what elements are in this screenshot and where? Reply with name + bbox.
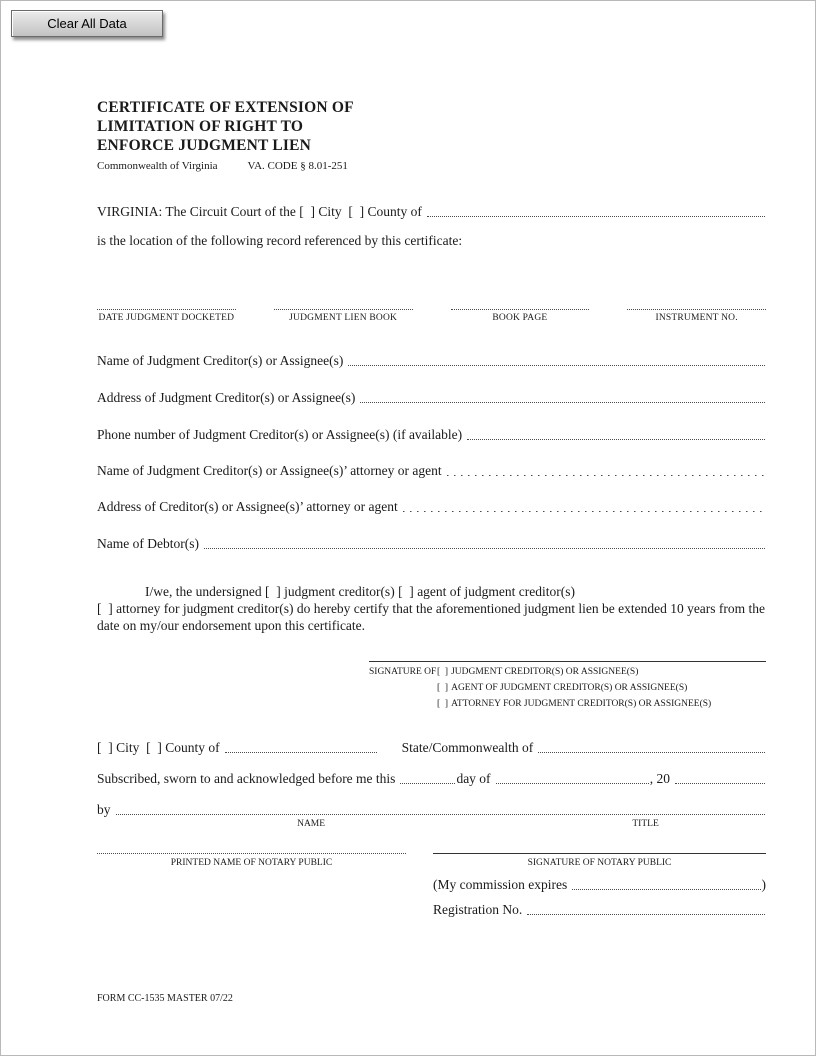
- notary-signature-line: [433, 853, 766, 856]
- signature-option-row-2: [369, 680, 766, 696]
- clear-all-data-button[interactable]: Clear All Data: [11, 10, 163, 37]
- certify-intro: I/we, the undersigned: [145, 584, 262, 599]
- commission-suffix-label: ): [761, 877, 766, 892]
- creditor-phone-label: Phone number of Judgment Creditor(s) or Assignee(s) (if available): [97, 427, 463, 442]
- attorney-address-label: Address of Creditor(s) or Assignee(s)’ attorney or agent: [97, 499, 398, 514]
- sig-option-attorney: ATTORNEY FOR JUDGMENT CREDITOR(S) OR ASSIGNEE(S): [451, 699, 712, 709]
- date-docketed-input[interactable]: [97, 309, 236, 312]
- creditor-name-label: Name of Judgment Creditor(s) or Assignee(s): [97, 353, 344, 368]
- ack-year-input[interactable]: [675, 769, 765, 784]
- sig-attorney-checkbox[interactable]: [ ]: [437, 699, 449, 709]
- sig-option-creditor: JUDGMENT CREDITOR(S) OR ASSIGNEE(S): [451, 667, 639, 677]
- date-docketed-label: DATE JUDGMENT DOCKETED: [98, 313, 235, 323]
- printed-name-caption: PRINTED NAME OF NOTARY PUBLIC: [170, 858, 333, 868]
- state-input[interactable]: [538, 738, 765, 753]
- title-line-3: ENFORCE JUDGMENT LIEN: [97, 137, 312, 154]
- name-caption: NAME: [297, 819, 326, 829]
- by-label: by: [97, 802, 111, 817]
- form-meta: [97, 160, 766, 172]
- lien-book-input[interactable]: [274, 309, 413, 312]
- ack-month-input[interactable]: [496, 769, 649, 784]
- code-reference: VA. CODE § 8.01-251: [247, 160, 348, 172]
- year-prefix-label: , 20: [649, 771, 670, 786]
- signature-option-row-3: [369, 696, 766, 712]
- record-table-header: [97, 309, 766, 323]
- certify-attorney-checkbox[interactable]: [ ]: [97, 601, 113, 616]
- commission-expires-input[interactable]: [572, 875, 760, 890]
- notary-signature-caption: SIGNATURE OF NOTARY PUBLIC: [527, 858, 672, 868]
- signature-block: [369, 661, 766, 712]
- sig-option-agent: AGENT OF JUDGMENT CREDITOR(S) OR ASSIGNEE(S): [451, 683, 688, 693]
- court-line: [97, 202, 766, 220]
- jurisdiction-label: Commonwealth of Virginia: [97, 160, 218, 172]
- debtor-name-row: [97, 534, 766, 552]
- instrument-no-label: INSTRUMENT NO.: [655, 313, 738, 323]
- attorney-address-input[interactable]: [403, 498, 765, 512]
- attorney-name-input[interactable]: [447, 462, 765, 476]
- creditor-phone-input[interactable]: [467, 425, 765, 440]
- debtor-name-label: Name of Debtor(s): [97, 536, 199, 551]
- title-caption: TITLE: [632, 819, 659, 829]
- notary-lines-row: [97, 853, 766, 868]
- record-col-lien-book: [274, 309, 413, 323]
- record-col-book-page: [451, 309, 590, 323]
- ack-county-checkbox[interactable]: [ ]: [146, 740, 162, 755]
- commission-prefix-label: (My commission expires: [433, 877, 568, 892]
- attorney-name-row: [97, 462, 766, 479]
- sig-agent-checkbox[interactable]: [ ]: [437, 683, 449, 693]
- by-name-title-input[interactable]: [116, 800, 766, 815]
- creditor-address-input[interactable]: [360, 388, 765, 403]
- notary-signature-block: [433, 853, 766, 868]
- notary-detail-column: [433, 875, 766, 918]
- court-county-checkbox[interactable]: [ ]: [348, 204, 365, 219]
- location-statement: is the location of the following record referenced by this certificate:: [97, 233, 463, 248]
- court-locality-input[interactable]: [427, 202, 765, 217]
- certification-paragraph: [97, 583, 766, 634]
- book-page-label: BOOK PAGE: [492, 313, 548, 323]
- form-number: FORM CC-1535 MASTER 07/22: [97, 993, 233, 1004]
- by-row: [97, 800, 766, 818]
- certify-rest: do hereby certify that the aforementioned judgment lien be extended 10 years from the date on my/our endorsement upon this certificate.: [97, 601, 766, 633]
- by-captions: [97, 819, 766, 829]
- creditor-address-row: [97, 388, 766, 406]
- title-line-1: CERTIFICATE OF EXTENSION OF: [97, 99, 354, 116]
- certify-creditor-checkbox[interactable]: [ ]: [264, 584, 281, 599]
- book-page-input[interactable]: [451, 309, 590, 312]
- sworn-prefix-label: Subscribed, sworn to and acknowledged before me this: [97, 771, 396, 786]
- creditor-phone-row: [97, 425, 766, 443]
- ack-city-checkbox[interactable]: [ ]: [97, 740, 113, 755]
- day-of-label: day of: [456, 771, 491, 786]
- document-body: [1, 1, 815, 918]
- record-col-date: [97, 309, 236, 323]
- ack-county-label: County of: [165, 740, 220, 755]
- creditor-name-input[interactable]: [348, 351, 765, 366]
- court-city-label: City: [318, 204, 342, 219]
- acknowledgment-locality-row: [97, 738, 766, 756]
- court-county-label: County of: [367, 204, 422, 219]
- registration-no-input[interactable]: [527, 900, 765, 915]
- creditor-name-row: [97, 351, 766, 369]
- ack-day-input[interactable]: [400, 769, 455, 784]
- form-title: [97, 98, 766, 155]
- sig-creditor-checkbox[interactable]: [ ]: [437, 667, 449, 677]
- certify-agent-checkbox[interactable]: [ ]: [398, 584, 414, 599]
- registration-row: [433, 900, 766, 918]
- registration-label: Registration No.: [433, 902, 523, 917]
- state-label: State/Commonwealth of: [401, 740, 534, 755]
- title-line-2: LIMITATION OF RIGHT TO: [97, 118, 304, 135]
- attorney-name-label: Name of Judgment Creditor(s) or Assignee(s)’ attorney or agent: [97, 463, 442, 478]
- signature-of-label: SIGNATURE OF: [369, 667, 437, 677]
- sworn-row: [97, 769, 766, 787]
- creditor-address-label: Address of Judgment Creditor(s) or Assignee(s): [97, 390, 356, 405]
- certify-opt-creditor: judgment creditor(s): [284, 584, 395, 599]
- ack-city-label: City: [116, 740, 140, 755]
- debtor-name-input[interactable]: [204, 534, 765, 549]
- certify-opt-attorney: attorney for judgment creditor(s): [116, 601, 294, 616]
- lien-book-label: JUDGMENT LIEN BOOK: [289, 313, 398, 323]
- notary-printed-name-input[interactable]: [97, 853, 406, 856]
- signature-option-row-1: [369, 664, 766, 680]
- ack-locality-input[interactable]: [225, 738, 377, 753]
- court-city-checkbox[interactable]: [ ]: [299, 204, 315, 219]
- attorney-address-row: [97, 498, 766, 515]
- notary-printed-name-block: [97, 853, 406, 868]
- commission-row: [433, 875, 766, 893]
- certify-opt-agent: agent of judgment creditor(s): [417, 584, 576, 599]
- court-prefix-label: VIRGINIA: The Circuit Court of the: [97, 204, 296, 219]
- instrument-no-input[interactable]: [627, 309, 766, 312]
- record-col-instrument: [627, 309, 766, 323]
